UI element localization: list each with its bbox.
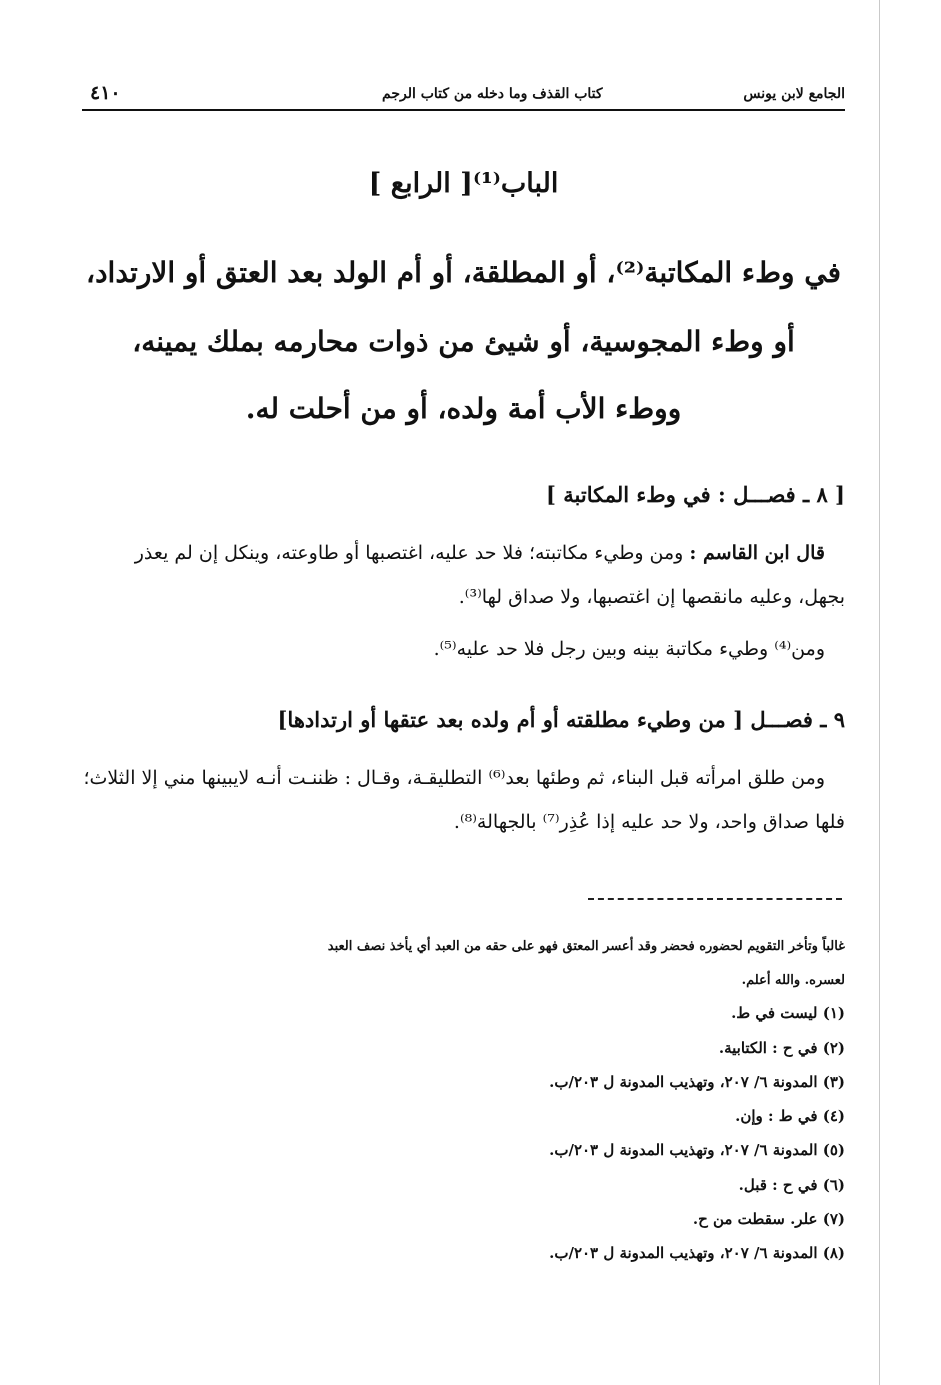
- page-number: ٤١٠: [90, 82, 121, 104]
- running-header: [82, 84, 845, 108]
- footnote-item: (٥) المدونة ٦/ ٢٠٧، وتهذيب المدونة ل ٢٠٣/ب.: [549, 1141, 845, 1159]
- paragraph-lead: قال ابن القاسم :: [689, 542, 825, 564]
- section-heading-8: [ ٨ ـ فصـــل : في وطء المكاتبة ]: [546, 482, 845, 507]
- chapter-subtitle-line-3: ووطء الأب أمة ولده، أو من أحلت له.: [245, 392, 682, 425]
- footnote-item: (٣) المدونة ٦/ ٢٠٧، وتهذيب المدونة ل ٢٠٣/ب.: [549, 1073, 845, 1091]
- footnote-item: (٧) علر. سقطت من ح.: [692, 1210, 845, 1228]
- footnote-item: (٦) في ح : قبل.: [738, 1176, 845, 1194]
- header-rule: [82, 109, 845, 111]
- chapter-subtitle-line-2: أو وطء المجوسية، أو شيئ من ذوات محارمه بملك يمينه،: [132, 325, 795, 358]
- footnote-continuation-line: غالباً وتأخر التقويم لحضوره فحضر وقد أعسر المعتق فهو على حقه من العبد أي يأخذ نصف العبد: [327, 939, 845, 954]
- footnote-continuation-line: لعسره. والله أعلم.: [741, 973, 845, 988]
- paragraph: [82, 627, 845, 671]
- footnote-separator: [588, 898, 842, 900]
- header-book-title: الجامع لابن يونس: [743, 86, 845, 102]
- footnote-item: (٨) المدونة ٦/ ٢٠٧، وتهذيب المدونة ل ٢٠٣/ب.: [549, 1244, 845, 1262]
- paragraph-text: ومن وطيء مكاتبته؛ فلا حد عليه، اغتصبها أو طاوعته، وينكل إن لم يعذر بجهل، وعليه مانقصها إن اغتصبها، ولا صداق لها⁽³⁾.: [134, 542, 845, 608]
- footnote-item: (٤) في ط : وإن.: [735, 1107, 845, 1125]
- footnote-item: (٢) في ح : الكتابية.: [718, 1039, 845, 1057]
- chapter-title: الباب⁽¹⁾[ الرابع ]: [368, 168, 559, 199]
- paragraph: [82, 756, 845, 844]
- paragraph: [82, 531, 845, 619]
- paragraph-text: ومن طلق امرأته قبل البناء، ثم وطئها بعد⁽⁶⁾ التطليقـة، وقـال : ظننـت أنـه لايبينها مني إلا الثلاث؛ فلها صداق واحد، ولا حد عليه إذا عُذِر⁽⁷⁾ بالجهالة⁽⁸⁾.: [83, 767, 845, 833]
- page-edge-line: [879, 0, 880, 1385]
- footnote-item: (١) ليست في ط.: [731, 1004, 845, 1022]
- section-heading-9: ٩ ـ فصـــل [ من وطيء مطلقته أو أم ولده بعد عتقها أو ارتدادها]: [277, 707, 845, 732]
- paragraph-text: ومن⁽⁴⁾ وطيء مكاتبة بينه وبين رجل فلا حد عليه⁽⁵⁾.: [433, 638, 825, 660]
- header-chapter-title: كتاب القذف وما دخله من كتاب الرجم: [382, 86, 603, 102]
- chapter-subtitle-line-1: في وطء المكاتبة⁽²⁾، أو المطلقة، أو أم الولد بعد العتق أو الارتداد،: [86, 256, 841, 289]
